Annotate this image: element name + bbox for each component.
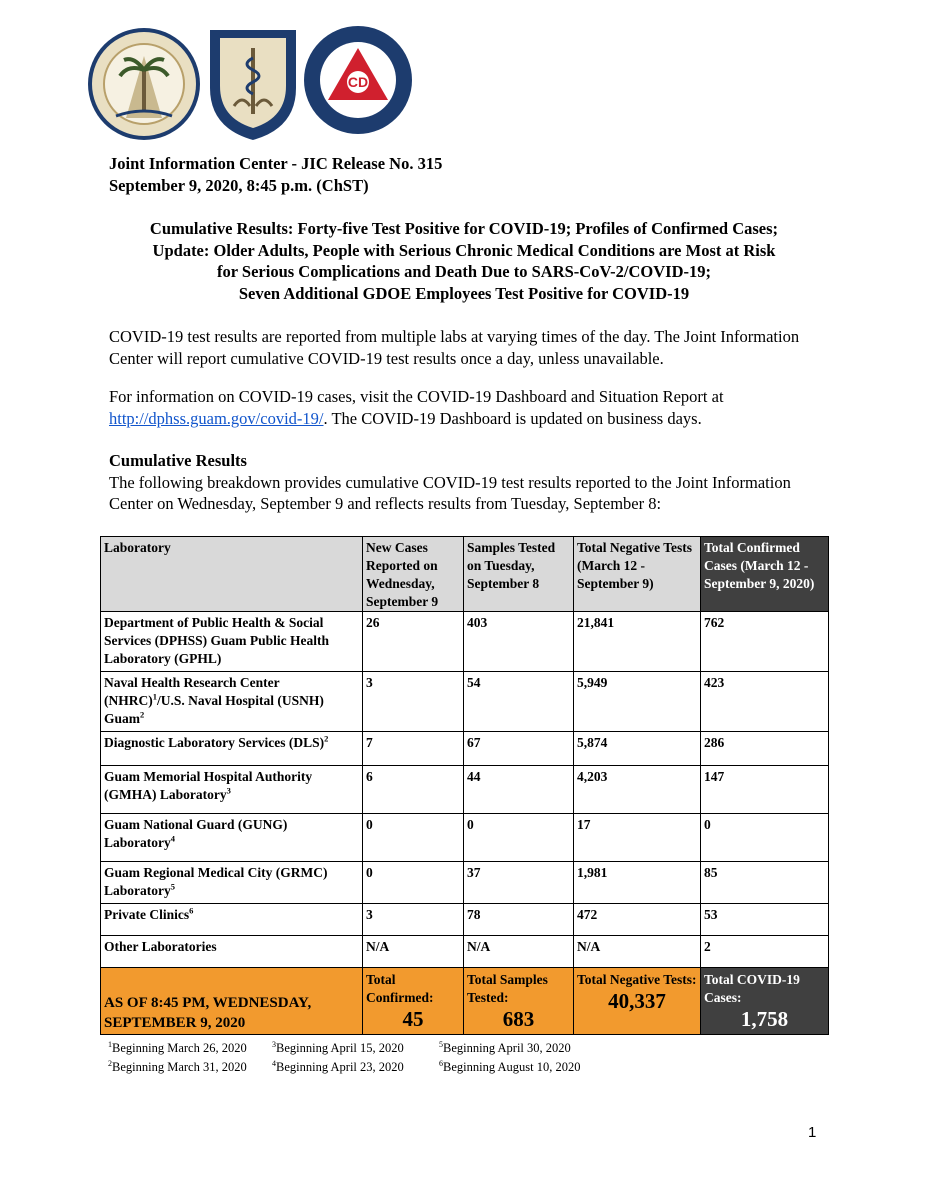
governor-seal-logo bbox=[86, 26, 202, 142]
new-cases-cell: 26 bbox=[363, 612, 464, 672]
page-number: 1 bbox=[808, 1124, 817, 1141]
footnote: $^4$Beginning April 23, 2020 bbox=[272, 1059, 404, 1075]
lab-name-cell: Guam Memorial Hospital Authority (GMHA) Laboratory$^3$ bbox=[101, 766, 363, 814]
new-cases-cell: 0 bbox=[363, 814, 464, 862]
info-paragraph bbox=[109, 386, 829, 429]
negative-cell: 21,841 bbox=[574, 612, 701, 672]
footnote: $^6$Beginning August 10, 2020 bbox=[439, 1059, 581, 1075]
new-cases-cell: 0 bbox=[363, 862, 464, 904]
info-text-after: . The COVID-19 Dashboard is updated on business days. bbox=[323, 408, 702, 428]
total-samples-label: Total Samples Tested: bbox=[467, 972, 548, 1005]
info-text: For information on COVID-19 cases, visit the COVID-19 Dashboard and Situation Report at bbox=[109, 387, 724, 406]
as-of-cell: AS OF 8:45 PM, WEDNESDAY, SEPTEMBER 9, 2020 bbox=[101, 968, 363, 1035]
new-cases-cell: 6 bbox=[363, 766, 464, 814]
col-header-laboratory: Laboratory bbox=[101, 537, 363, 612]
lab-name-cell: Other Laboratories bbox=[101, 936, 363, 968]
footnote: $^2$Beginning March 31, 2020 bbox=[108, 1059, 247, 1075]
new-cases-cell: 7 bbox=[363, 732, 464, 766]
table-row bbox=[101, 612, 829, 672]
lab-name-cell: Department of Public Health & Social Services (DPHSS) Guam Public Health Laboratory (GPHL) bbox=[101, 612, 363, 672]
lab-name-cell: Guam Regional Medical City (GRMC) Laboratory$^5$ bbox=[101, 862, 363, 904]
confirmed-cell: 53 bbox=[701, 904, 829, 936]
lab-name-cell: Private Clinics$^6$ bbox=[101, 904, 363, 936]
negative-cell: N/A bbox=[574, 936, 701, 968]
footnote: $^3$Beginning April 15, 2020 bbox=[272, 1040, 404, 1056]
confirmed-cell: 423 bbox=[701, 672, 829, 732]
lab-name-cell: Guam National Guard (GUNG) Laboratory$^4$ bbox=[101, 814, 363, 862]
footnote-ref: 4 bbox=[170, 833, 175, 844]
footnotes-col-3 bbox=[439, 1037, 581, 1075]
release-date: September 9, 2020, 8:45 p.m. (ChST) bbox=[109, 176, 369, 195]
total-confirmed-value: 45 bbox=[402, 1007, 424, 1031]
total-negative-label: Total Negative Tests: bbox=[577, 972, 697, 987]
negative-cell: 4,203 bbox=[574, 766, 701, 814]
confirmed-cell: 762 bbox=[701, 612, 829, 672]
samples-cell: 37 bbox=[464, 862, 574, 904]
svg-text:CD: CD bbox=[347, 74, 369, 90]
total-confirmed-cell bbox=[363, 968, 464, 1035]
samples-cell: 403 bbox=[464, 612, 574, 672]
total-covid-label: Total COVID-19 Cases: bbox=[704, 972, 800, 1005]
section-text: The following breakdown provides cumulative COVID-19 test results reported to the Joint Information Center on Wednesday, September 9 and reflects results from Tuesday, September 8: bbox=[109, 472, 791, 513]
footnotes-col-2 bbox=[272, 1037, 404, 1075]
confirmed-cell: 0 bbox=[701, 814, 829, 862]
footnote-ref: 2 bbox=[140, 709, 145, 720]
footnote-ref: 2 bbox=[324, 733, 329, 744]
headline-line: Update: Older Adults, People with Serious Chronic Medical Conditions are Most at Risk bbox=[152, 240, 776, 260]
col-header-total-negative: Total Negative Tests (March 12 - September 9) bbox=[574, 537, 701, 612]
footnote: $^1$Beginning March 26, 2020 bbox=[108, 1040, 247, 1056]
confirmed-cell: 147 bbox=[701, 766, 829, 814]
total-samples-value: 683 bbox=[502, 1007, 535, 1031]
negative-cell: 1,981 bbox=[574, 862, 701, 904]
col-header-samples-tested: Samples Tested on Tuesday, September 8 bbox=[464, 537, 574, 612]
headline-line: Seven Additional GDOE Employees Test Positive for COVID-19 bbox=[238, 283, 690, 303]
results-table bbox=[100, 536, 829, 1035]
table-row bbox=[101, 862, 829, 904]
headline bbox=[100, 218, 828, 304]
lab-name-cell: Naval Health Research Center (NHRC)$^1$/U.S. Naval Hospital (USNH) Guam$^2$ bbox=[101, 672, 363, 732]
samples-cell: 78 bbox=[464, 904, 574, 936]
total-confirmed-label: Total Confirmed: bbox=[366, 972, 434, 1005]
footnote-ref: 1 bbox=[152, 691, 157, 702]
negative-cell: 5,949 bbox=[574, 672, 701, 732]
cumulative-section bbox=[109, 450, 829, 515]
confirmed-cell: 286 bbox=[701, 732, 829, 766]
total-covid-value: 1,758 bbox=[740, 1007, 789, 1031]
intro-paragraph: COVID-19 test results are reported from multiple labs at varying times of the day. The Joint Information Center will report cumulative COVID-19 test results once a day, unless unavailable. bbox=[109, 327, 800, 368]
headline-line: for Serious Complications and Death Due to SARS-CoV-2/COVID-19; bbox=[217, 262, 711, 281]
table-row bbox=[101, 936, 829, 968]
headline-line: Cumulative Results: Forty-five Test Positive for COVID-19; Profiles of Confirmed Cases; bbox=[149, 219, 779, 238]
confirmed-cell: 85 bbox=[701, 862, 829, 904]
samples-cell: 67 bbox=[464, 732, 574, 766]
confirmed-cell: 2 bbox=[701, 936, 829, 968]
col-header-total-confirmed: Total Confirmed Cases (March 12 - September 9, 2020) bbox=[701, 537, 829, 612]
table-row bbox=[101, 904, 829, 936]
release-header bbox=[109, 153, 442, 197]
table-header-row bbox=[101, 537, 829, 612]
totals-row bbox=[101, 968, 829, 1035]
footnote-ref: 5 bbox=[170, 881, 175, 892]
civil-defense-logo bbox=[302, 24, 414, 136]
total-samples-cell bbox=[464, 968, 574, 1035]
negative-cell: 5,874 bbox=[574, 732, 701, 766]
release-number: Joint Information Center - JIC Release No. 315 bbox=[109, 154, 443, 173]
footnotes-col-1 bbox=[108, 1037, 247, 1075]
new-cases-cell: 3 bbox=[363, 904, 464, 936]
new-cases-cell: N/A bbox=[363, 936, 464, 968]
samples-cell: 0 bbox=[464, 814, 574, 862]
samples-cell: 44 bbox=[464, 766, 574, 814]
samples-cell: N/A bbox=[464, 936, 574, 968]
section-title: Cumulative Results bbox=[109, 451, 247, 470]
footnote-ref: 3 bbox=[226, 785, 231, 796]
negative-cell: 17 bbox=[574, 814, 701, 862]
total-negative-value: 40,337 bbox=[608, 989, 666, 1013]
total-negative-cell bbox=[574, 968, 701, 1035]
total-covid-cell bbox=[701, 968, 829, 1035]
table-row bbox=[101, 672, 829, 732]
new-cases-cell: 3 bbox=[363, 672, 464, 732]
public-health-logo bbox=[206, 24, 300, 142]
footnote: $^5$Beginning April 30, 2020 bbox=[439, 1040, 571, 1056]
col-header-new-cases: New Cases Reported on Wednesday, September 9 bbox=[363, 537, 464, 612]
negative-cell: 472 bbox=[574, 904, 701, 936]
samples-cell: 54 bbox=[464, 672, 574, 732]
table-row bbox=[101, 732, 829, 766]
table-row bbox=[101, 814, 829, 862]
table-row bbox=[101, 766, 829, 814]
footnote-ref: 6 bbox=[189, 905, 194, 916]
lab-name-cell: Diagnostic Laboratory Services (DLS)$^2$ bbox=[101, 732, 363, 766]
dashboard-link[interactable]: http://dphss.guam.gov/covid-19/ bbox=[109, 408, 324, 428]
